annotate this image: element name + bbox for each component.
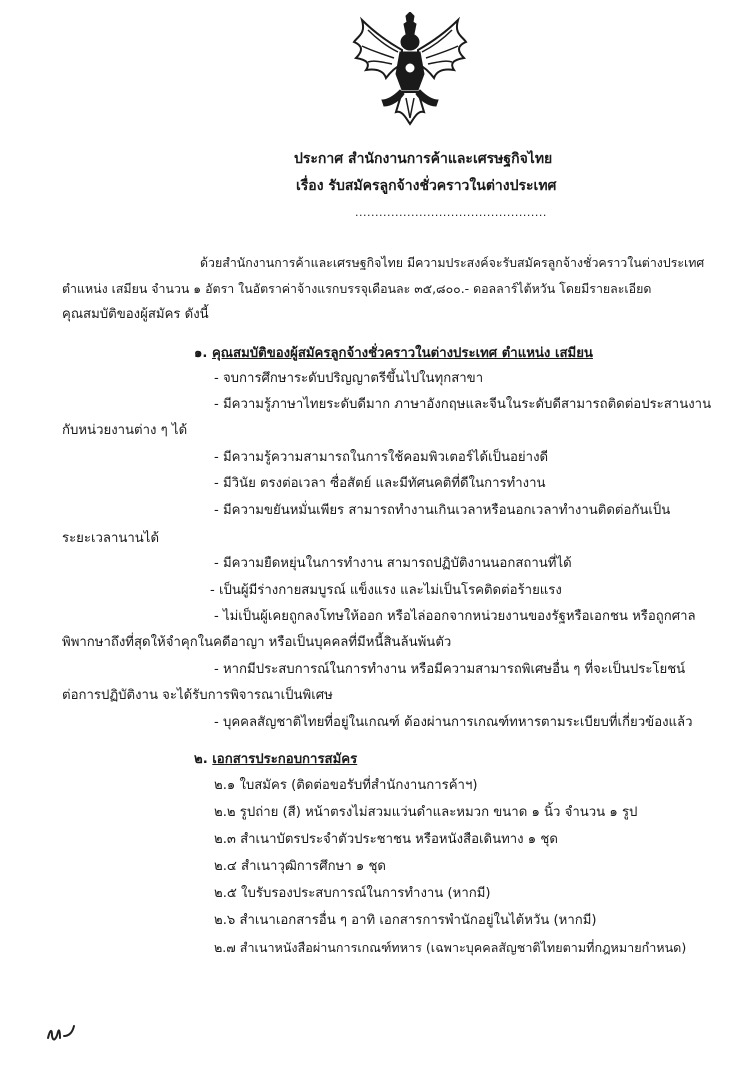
- document-item: ๒.๗ สำเนาหนังสือผ่านการเกณฑ์ทหาร (เฉพาะบุคคลสัญชาติไทยตามที่กฎหมายกำหนด): [214, 940, 687, 955]
- title-divider: ................................................: [355, 206, 547, 219]
- section-1-line: กับหน่วยงานต่าง ๆ ได้: [62, 423, 188, 438]
- section-1-line: - มีความรู้ภาษาไทยระดับดีมาก ภาษาอังกฤษและจีนในระดับดีสามารถติดต่อประสานงาน: [214, 397, 712, 412]
- section-1-line: - หากมีประสบการณ์ในการทำงาน หรือมีความสามารถพิเศษอื่น ๆ ที่จะเป็นประโยชน์: [214, 662, 686, 677]
- document-item: ๒.๔ สำเนาวุฒิการศึกษา ๑ ชุด: [214, 859, 386, 874]
- document-item: ๒.๕ ใบรับรองประสบการณ์ในการทำงาน (หากมี): [214, 886, 491, 901]
- section-1-line: - ไม่เป็นผู้เคยถูกลงโทษให้ออก หรือไล่ออกจากหน่วยงานของรัฐหรือเอกชน หรือถูกศาล: [214, 609, 696, 624]
- announcement-title: ประกาศ สำนักงานการค้าและเศรษฐกิจไทย: [294, 151, 553, 167]
- document-item: ๒.๖ สำเนาเอกสารอื่น ๆ อาทิ เอกสารการพำนักอยู่ในไต้หวัน (หากมี): [214, 913, 597, 928]
- section-1-line: - มีความรู้ความสามารถในการใช้คอมพิวเตอร์ได้เป็นอย่างดี: [214, 450, 549, 465]
- intro-line-1: ด้วยสำนักงานการค้าและเศรษฐกิจไทย มีความประสงค์จะรับสมัครลูกจ้างชั่วคราวในต่างประเทศ: [200, 255, 705, 270]
- announcement-subject: เรื่อง รับสมัครลูกจ้างชั่วคราวในต่างประเทศ: [296, 178, 557, 194]
- section-1-heading: [194, 345, 593, 363]
- section-2-number: ๒.: [194, 752, 208, 767]
- garuda-emblem-icon: [348, 12, 472, 130]
- section-1-line: - มีความขยันหมั่นเพียร สามารถทำงานเกินเวลาหรือนอกเวลาทำงานติดต่อกันเป็น: [214, 503, 671, 518]
- section-2-title: เอกสารประกอบการสมัคร: [212, 752, 358, 767]
- section-2-heading: [194, 751, 357, 769]
- section-1-line: - มีความยืดหยุ่นในการทำงาน สามารถปฏิบัติงานนอกสถานที่ได้: [214, 556, 572, 571]
- document-item: ๒.๒ รูปถ่าย (สี) หน้าตรงไม่สวมแว่นดำและหมวก ขนาด ๑ นิ้ว จำนวน ๑ รูป: [214, 805, 638, 820]
- intro-line-2: ตำแหน่ง เสมียน จำนวน ๑ อัตรา ในอัตราค่าจ้างแรกบรรจุเดือนละ ๓๕,๘๐๐.- ดอลลาร์ไต้หวัน โดยมีรายละเอียด: [62, 281, 652, 296]
- section-1-line: ต่อการปฏิบัติงาน จะได้รับการพิจารณาเป็นพิเศษ: [62, 688, 333, 703]
- section-1-number: ๑.: [194, 346, 208, 361]
- section-1-line: - บุคคลสัญชาติไทยที่อยู่ในเกณฑ์ ต้องผ่านการเกณฑ์ทหารตามระเบียบที่เกี่ยวข้องแล้ว: [214, 715, 693, 730]
- document-item: ๒.๓ สำเนาบัตรประจำตัวประชาชน หรือหนังสือเดินทาง ๑ ชุด: [214, 832, 558, 847]
- section-1-line: พิพากษาถึงที่สุดให้จำคุกในคดีอาญา หรือเป็นบุคคลที่มีหนี้สินล้นพ้นตัว: [62, 635, 452, 650]
- handwritten-initials-icon: [38, 1002, 118, 1052]
- section-1-line: - เป็นผู้มีร่างกายสมบูรณ์ แข็งแรง และไม่เป็นโรคติดต่อร้ายแรง: [210, 583, 562, 598]
- section-1-title: คุณสมบัติของผู้สมัครลูกจ้างชั่วคราวในต่างประเทศ ตำแหน่ง เสมียน: [211, 346, 593, 361]
- section-1-line: ระยะเวลานานได้: [62, 531, 160, 546]
- section-1-line: - จบการศึกษาระดับปริญญาตรีขึ้นไปในทุกสาขา: [214, 371, 484, 386]
- intro-line-3: คุณสมบัติของผู้สมัคร ดังนี้: [62, 307, 209, 322]
- section-1-line: - มีวินัย ตรงต่อเวลา ซื่อสัตย์ และมีทัศนคติที่ดีในการทำงาน: [214, 476, 546, 491]
- document-item: ๒.๑ ใบสมัคร (ติดต่อขอรับที่สำนักงานการค้าฯ): [214, 778, 478, 793]
